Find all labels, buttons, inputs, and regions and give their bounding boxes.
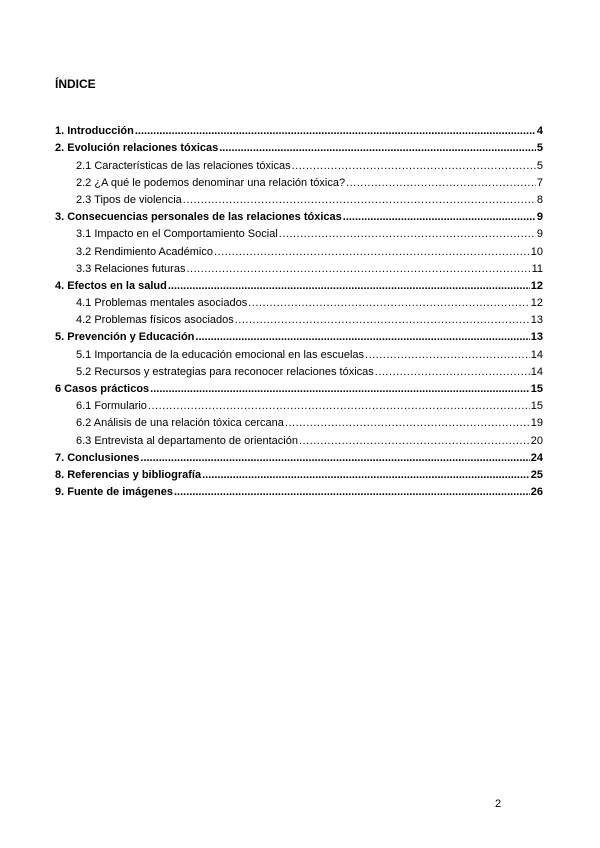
toc-dot-leader: [186, 264, 530, 275]
toc-dot-leader: [140, 453, 529, 464]
toc-entry-page: 14: [530, 365, 543, 378]
table-of-contents: [55, 120, 543, 498]
toc-entry-page: 13: [530, 331, 543, 344]
toc-entry-label: 3.3 Relaciones futuras: [76, 262, 186, 275]
toc-entry[interactable]: [55, 223, 543, 240]
toc-dot-leader: [202, 470, 530, 481]
toc-dot-leader: [174, 487, 530, 498]
toc-entry-label: 6 Casos prácticos: [55, 383, 150, 395]
toc-entry-page: 13: [530, 314, 543, 327]
toc-dot-leader: [343, 212, 536, 223]
toc-dot-leader: [214, 247, 530, 258]
toc-entry[interactable]: [55, 137, 543, 154]
toc-entry-label: 9. Fuente de imágenes: [55, 486, 173, 499]
toc-dot-leader: [183, 195, 536, 206]
toc-entry-label: 5.2 Recursos y estrategias para reconocer relaciones tóxicas: [76, 365, 374, 378]
toc-entry-page: 5: [536, 159, 543, 172]
toc-dot-leader: [195, 332, 529, 343]
toc-entry-label: 2. Evolución relaciones tóxicas: [55, 142, 219, 155]
toc-entry-page: 15: [530, 400, 543, 413]
toc-entry-page: 9: [536, 211, 543, 224]
toc-entry-label: 2.3 Tipos de violencia: [76, 193, 182, 206]
toc-entry-label: 6.3 Entrevista al departamento de orientación: [76, 434, 298, 447]
toc-dot-leader: [292, 161, 536, 172]
toc-dot-leader: [299, 436, 530, 447]
toc-entry[interactable]: [55, 412, 543, 429]
toc-entry-page: 26: [530, 486, 543, 499]
toc-entry-label: 3. Consecuencias personales de las relaciones tóxicas: [55, 211, 342, 224]
toc-entry-label: 3.1 Impacto en el Comportamiento Social: [76, 228, 278, 241]
toc-dot-leader: [375, 367, 530, 378]
toc-dot-leader: [365, 350, 530, 361]
toc-dot-leader: [248, 298, 530, 309]
toc-entry-page: 4: [536, 125, 543, 138]
toc-entry[interactable]: [55, 292, 543, 309]
toc-entry-page: 25: [530, 468, 543, 481]
toc-entry-page: 20: [530, 434, 543, 447]
toc-entry[interactable]: [55, 189, 543, 206]
toc-entry-page: 19: [530, 417, 543, 430]
toc-entry-label: 8. Referencias y bibliografía: [55, 468, 202, 481]
toc-entry[interactable]: [55, 343, 543, 360]
toc-dot-leader: [135, 126, 536, 137]
toc-entry[interactable]: [55, 447, 543, 464]
toc-dot-leader: [285, 418, 530, 429]
toc-dot-leader: [150, 384, 530, 395]
toc-entry-page: 9: [536, 228, 543, 241]
toc-entry-label: 1. Introducción: [55, 125, 134, 138]
toc-entry[interactable]: [55, 378, 543, 395]
toc-entry[interactable]: [55, 429, 543, 446]
toc-entry-page: 14: [530, 348, 543, 361]
toc-entry-page: 12: [530, 297, 543, 310]
toc-entry-page: 11: [531, 262, 543, 275]
toc-entry-page: 8: [536, 193, 543, 206]
toc-entry-label: 6.1 Formulario: [76, 400, 147, 413]
toc-entry-label: 5. Prevención y Educación: [55, 331, 195, 344]
toc-entry[interactable]: [55, 240, 543, 257]
toc-entry-page: 7: [536, 176, 543, 189]
toc-dot-leader: [279, 229, 536, 240]
toc-entry[interactable]: [55, 309, 543, 326]
toc-entry[interactable]: [55, 464, 543, 481]
toc-entry[interactable]: [55, 120, 543, 137]
toc-dot-leader: [346, 178, 536, 189]
toc-entry-label: 2.2 ¿A qué le podemos denominar una relación tóxica?: [76, 176, 346, 189]
toc-entry-page: 12: [530, 279, 543, 292]
toc-dot-leader: [219, 143, 536, 154]
toc-entry[interactable]: [55, 258, 543, 275]
toc-entry[interactable]: [55, 361, 543, 378]
toc-dot-leader: [168, 281, 530, 292]
toc-entry-page: 10: [530, 245, 543, 258]
toc-entry[interactable]: [55, 206, 543, 223]
toc-title: ÍNDICE: [55, 77, 96, 91]
toc-entry-label: 3.2 Rendimiento Académico: [76, 245, 213, 258]
toc-dot-leader: [235, 315, 530, 326]
toc-entry-label: 6.2 Análisis de una relación tóxica cercana: [76, 417, 284, 430]
toc-entry[interactable]: [55, 326, 543, 343]
toc-entry-page: 5: [536, 142, 543, 155]
toc-entry-label: 4.2 Problemas físicos asociados: [76, 314, 234, 327]
toc-entry-label: 4.1 Problemas mentales asociados: [76, 297, 248, 310]
toc-entry-label: 4. Efectos en la salud: [55, 279, 167, 292]
toc-entry-page: 24: [530, 451, 543, 464]
toc-entry-label: 5.1 Importancia de la educación emocional en las escuelas: [76, 348, 365, 361]
toc-entry[interactable]: [55, 395, 543, 412]
toc-entry-page: 15: [530, 383, 543, 395]
toc-entry[interactable]: [55, 275, 543, 292]
toc-entry[interactable]: [55, 154, 543, 171]
toc-entry[interactable]: [55, 481, 543, 498]
toc-entry-label: 7. Conclusiones: [55, 451, 140, 464]
toc-entry[interactable]: [55, 172, 543, 189]
toc-entry-label: 2.1 Características de las relaciones tóxicas: [76, 159, 291, 172]
page-number: 2: [495, 798, 502, 810]
toc-dot-leader: [148, 401, 530, 412]
